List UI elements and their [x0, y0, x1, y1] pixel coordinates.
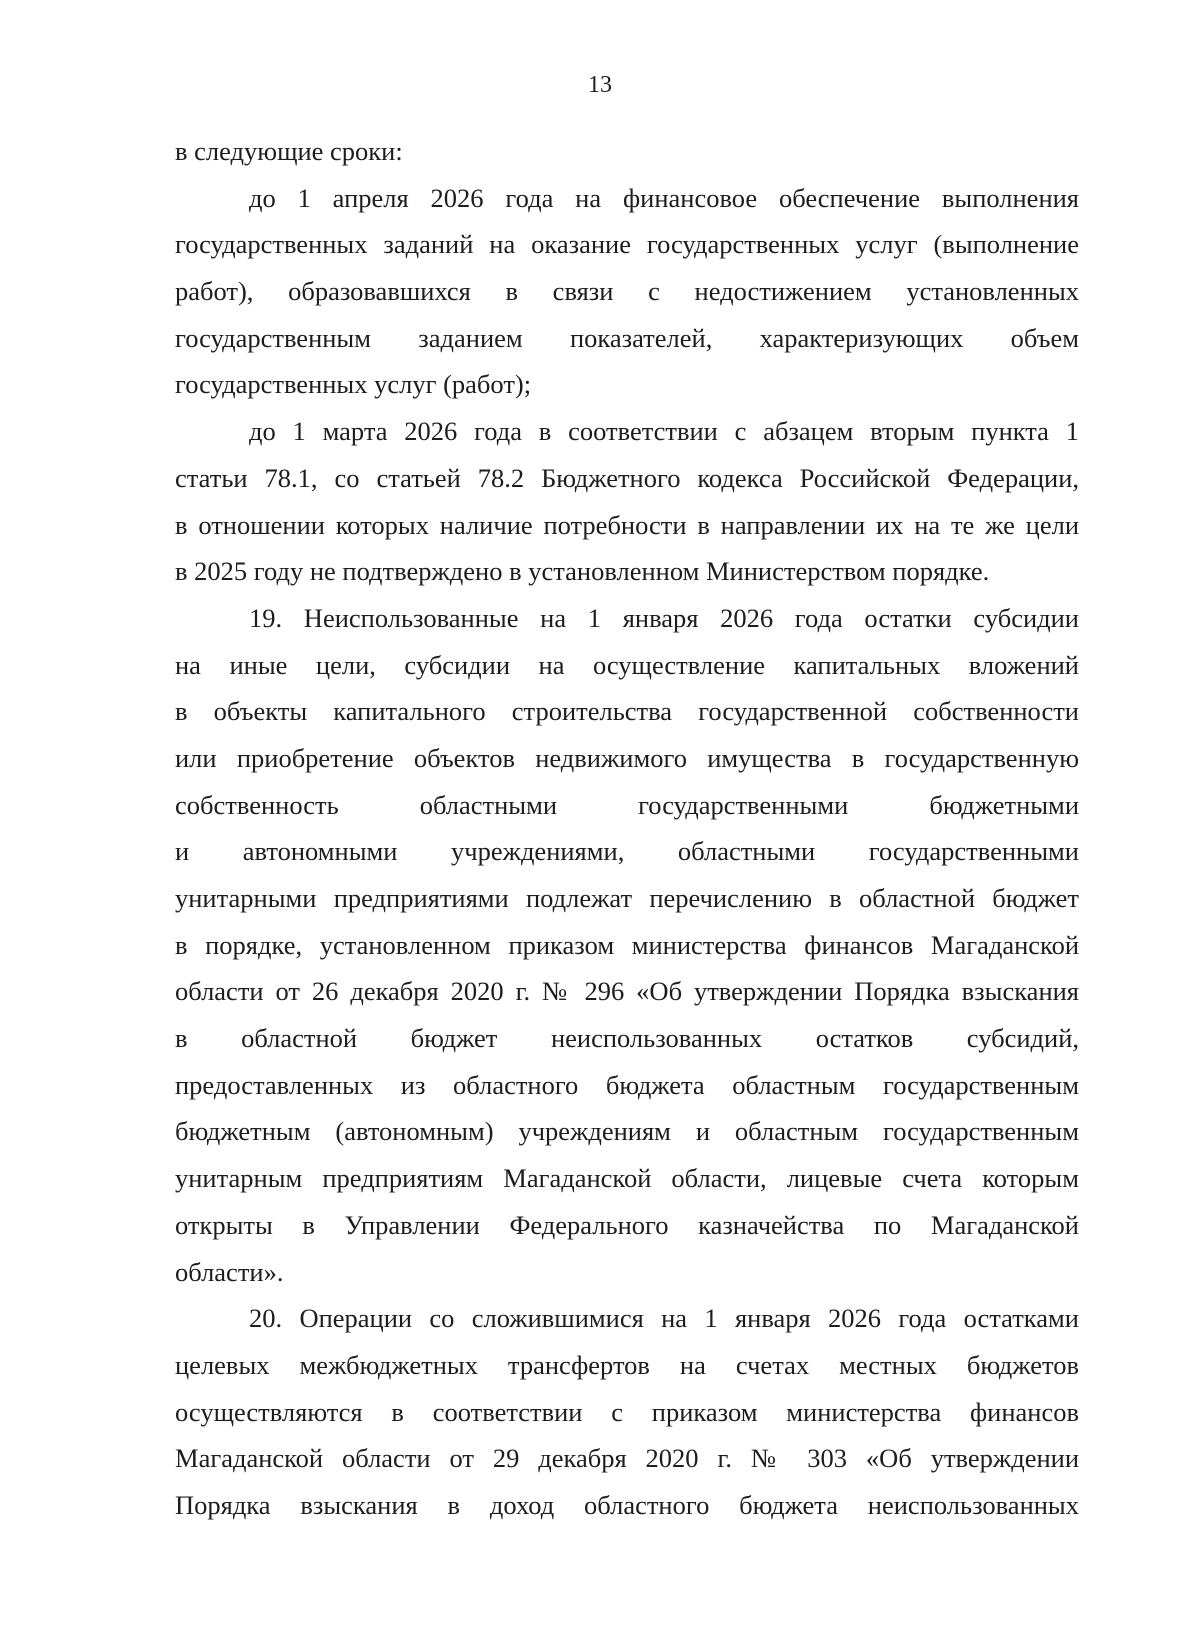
text-line: на иные цели, субсидии на осуществление капитальных вложений	[175, 649, 1079, 680]
page-number: 13	[588, 72, 612, 98]
text-line: в порядке, установленном приказом министерства финансов Магаданской	[175, 929, 1079, 960]
text-line: государственным заданием показателей, характеризующих объем	[175, 322, 1079, 353]
text-line: в следующие сроки:	[175, 136, 403, 166]
text-line: осуществляются в соответствии с приказом министерства финансов	[175, 1396, 1079, 1427]
text-line: государственных заданий на оказание государственных услуг (выполнение	[175, 229, 1079, 260]
text-line: 20. Операции со сложившимися на 1 января 2026 года остатками	[249, 1303, 1079, 1334]
text-line: до 1 марта 2026 года в соответствии с абзацем вторым пункта 1	[249, 416, 1079, 447]
text-line: и автономными учреждениями, областными государственными	[175, 836, 1079, 867]
text-line: в областной бюджет неиспользованных остатков субсидий,	[175, 1023, 1079, 1054]
text-line: области от 26 декабря 2020 г. № 296 «Об утверждении Порядка взыскания	[175, 976, 1079, 1007]
text-line: унитарным предприятиям Магаданской области, лицевые счета которым	[175, 1163, 1079, 1194]
text-line: или приобретение объектов недвижимого имущества в государственную	[175, 742, 1079, 773]
text-line: области».	[175, 1256, 284, 1287]
text-line: собственность областными государственными бюджетными	[175, 789, 1079, 820]
text-line: государственных услуг (работ);	[175, 369, 532, 400]
text-line: работ), образовавшихся в связи с недостижением установленных	[175, 276, 1079, 307]
text-line: Магаданской области от 29 декабря 2020 г. № 303 «Об утверждении	[175, 1443, 1079, 1474]
text-line: унитарными предприятиями подлежат перечислению в областной бюджет	[175, 883, 1079, 913]
text-line: Порядка взыскания в доход областного бюджета неиспользованных	[175, 1489, 1079, 1520]
text-line: в отношении которых наличие потребности в направлении их на те же цели	[175, 509, 1079, 540]
text-line: 19. Неиспользованные на 1 января 2026 года остатки субсидии	[249, 602, 1079, 633]
text-line: бюджетным (автономным) учреждениям и областным государственным	[175, 1116, 1079, 1147]
text-line: до 1 апреля 2026 года на финансовое обеспечение выполнения	[249, 182, 1079, 213]
text-line: целевых межбюджетных трансфертов на счетах местных бюджетов	[175, 1349, 1079, 1380]
text-line: в объекты капитального строительства государственной собственности	[175, 696, 1079, 727]
text-line: предоставленных из областного бюджета областным государственным	[175, 1069, 1079, 1100]
document-body	[175, 128, 1079, 1529]
text-line: в 2025 году не подтверждено в установленном Министерством порядке.	[175, 556, 990, 587]
text-line: статьи 78.1, со статьей 78.2 Бюджетного кодекса Российской Федерации,	[175, 462, 1079, 493]
text-line: открыты в Управлении Федерального казначейства по Магаданской	[175, 1209, 1079, 1240]
